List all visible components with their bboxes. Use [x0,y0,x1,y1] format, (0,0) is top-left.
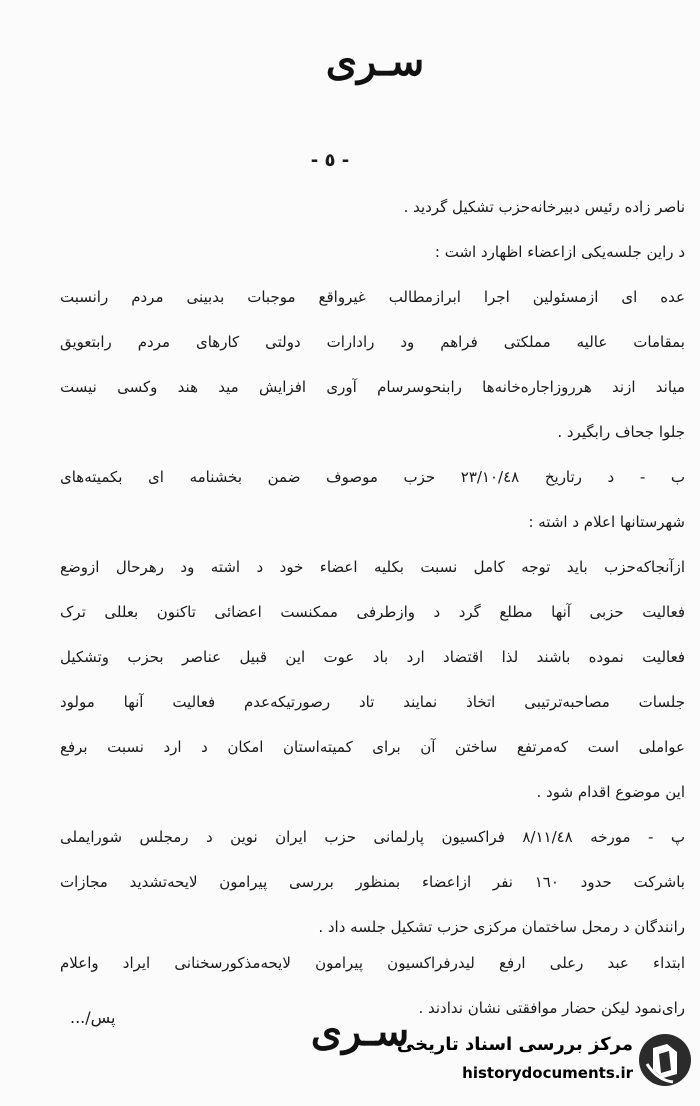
text-line: عده ای ازمسئولین اجرا ابرازمطالب غیرواقع موجبات بدبینی مردم رانسبت [60,288,685,306]
text-line: بمقامات عالیه مملکتی فراهم ود رادارات دولتی کارهای مردم رابتعویق [60,333,685,351]
classification-stamp-bottom: سـری [310,1008,410,1055]
text-line: جلوا جحاف رابگیرد . [557,423,685,441]
text-line: باشرکت حدود ١٦٠ نفر ازاعضاء بمنظور بررسی پیرامون لایحه‌تشدید مجازات [60,873,685,891]
page-number: - ٥ - [310,150,350,171]
document-body [60,195,685,1041]
text-line: ازآنجاکه‌حزب باید توجه کامل نسبت بکلیه اعضاء خود د اشته ود رهرحال ازوضع [60,558,685,576]
text-line: پ - مورخه ٨/١١/٤٨ فراکسیون پارلمانی حزب ایران نوین د رمجلس شورایملی [60,828,685,846]
archive-logo-icon [637,1030,693,1090]
text-line: فعالیت نموده باشند لذا اقتضاد ارد باد عوت این قبیل عناصر بحزب وتشکیل [60,648,685,666]
watermark-url: historydocuments.ir [462,1064,633,1082]
classification-stamp-top: سـری [325,38,425,85]
watermark [396,1030,693,1096]
continuation-mark: پس/... [70,1008,116,1027]
text-line: این موضوع اقدام شود . [536,783,685,801]
text-line: رای‌نمود لیکن حضار موافقتی نشان ندادند . [418,999,685,1017]
text-line: جلسات مصاحبه‌ترتیبی اتخاذ نمایند تاد رصورتیکه‌عدم فعالیت آنها مولود [60,693,685,711]
text-line: شهرستانها اعلام د اشته : [528,513,685,531]
text-line: ابتداء عبد رعلی ارفع لیدرفراکسیون پیرامون لایحه‌مذکورسخنانی ایراد واعلام [60,954,685,972]
text-line: میاند ازند هرروزاجاره‌خانه‌ها رابنحوسرسام آوری افزایش مید هند وکسی نیست [60,378,685,396]
text-line: د راین جلسه‌یکی ازاعضاء اظهارد اشت : [434,243,685,261]
text-line: ناصر زاده رئیس دبیرخانه‌حزب تشکیل گردید . [403,198,685,216]
watermark-title: مرکز بررسی اسناد تاریخی [396,1034,633,1055]
text-line: ب - د رتاریخ ٢٣/١٠/٤٨ حزب موصوف ضمن بخشنامه ای بکمیته‌های [60,468,685,486]
text-line: عواملی است که‌مرتفع ساختن آن برای کمیته‌استان امکان د ارد نسبت برفع [60,738,685,756]
text-line: فعالیت حزبی آنها مطلع گرد د وازطرفی ممکنست اعضائی تاکنون بعللی ترک [60,603,685,621]
text-line: رانندگان د رمحل ساختمان مرکزی حزب تشکیل جلسه داد . [318,918,685,936]
